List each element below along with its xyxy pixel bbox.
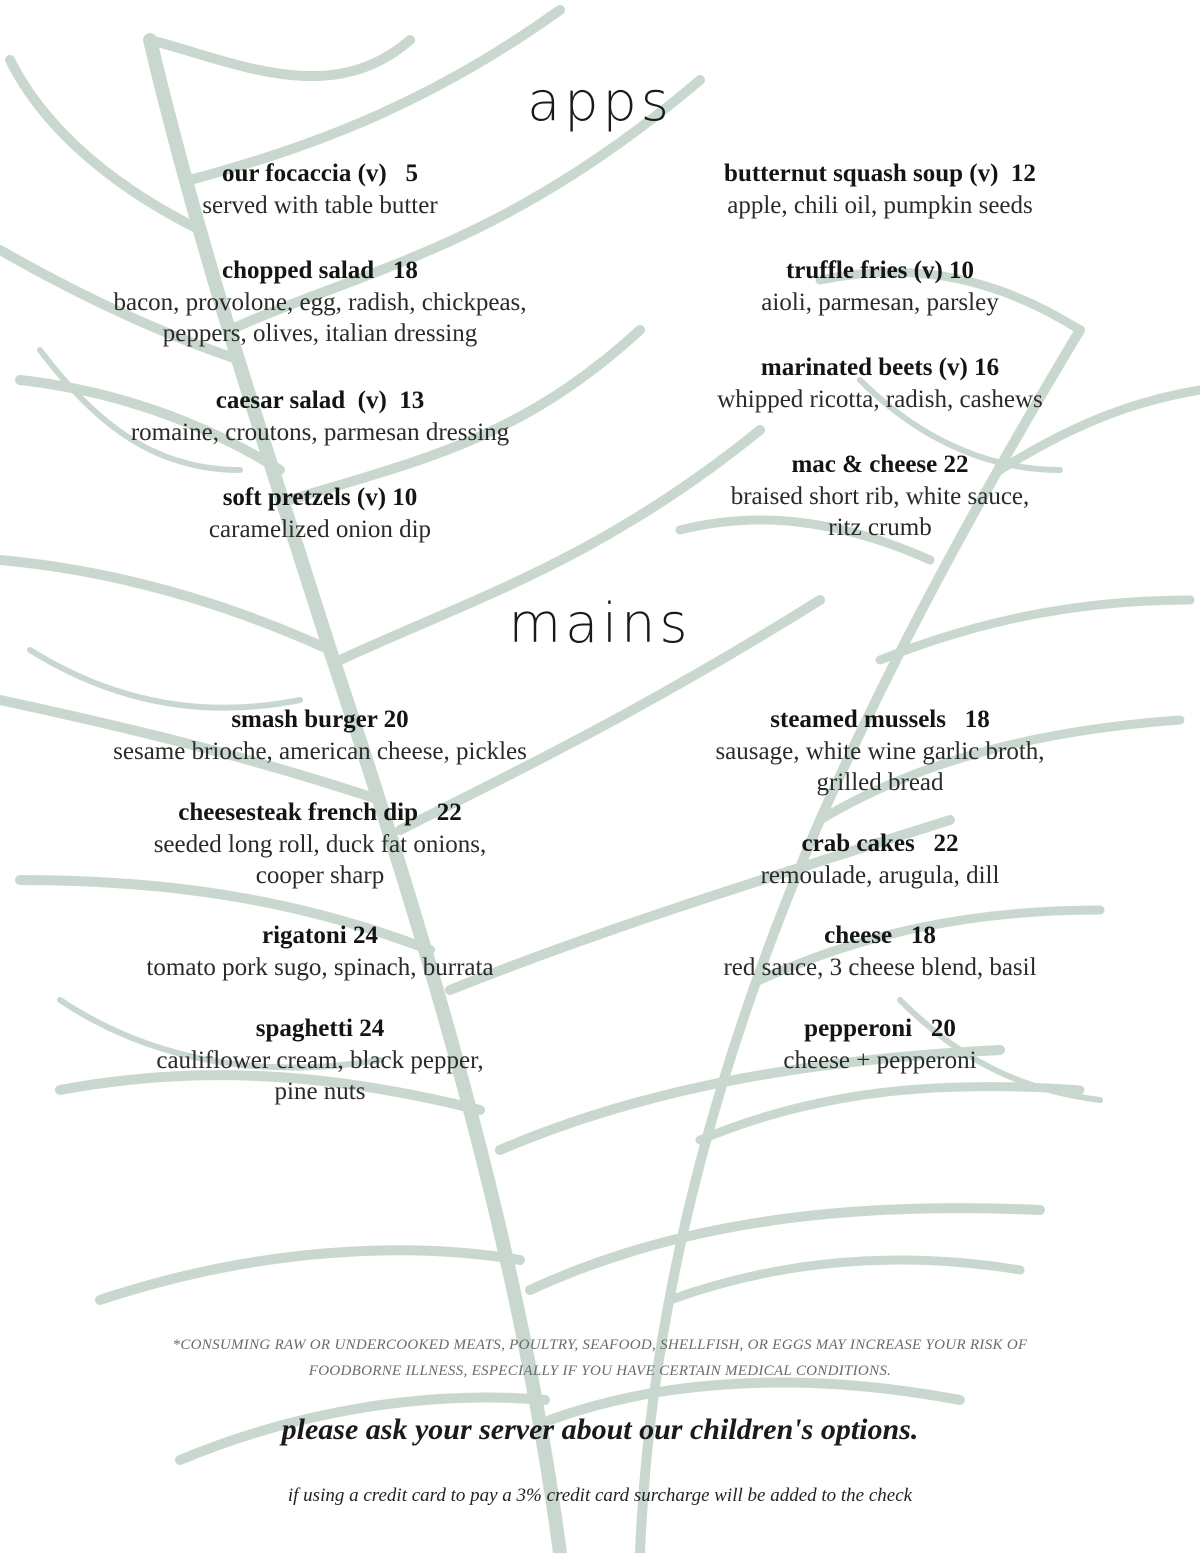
- item-description: bacon, provolone, egg, radish, chickpeas, peppers, olives, italian dressing: [113, 289, 527, 347]
- menu-item: [600, 828, 1160, 891]
- item-name: steamed mussels 18: [770, 706, 990, 733]
- item-name: cheesesteak french dip 22: [178, 799, 462, 826]
- mains-section-title: mains: [508, 592, 692, 655]
- menu-item: [600, 1013, 1160, 1076]
- item-name: chopped salad 18: [222, 257, 418, 284]
- item-description: braised short rib, white sauce, ritz crumb: [730, 483, 1030, 541]
- item-name: caesar salad (v) 13: [215, 387, 425, 414]
- item-description: caramelized onion dip: [208, 516, 432, 543]
- item-name: crab cakes 22: [801, 830, 959, 857]
- menu-item: [600, 158, 1160, 221]
- item-description: cheese + pepperoni: [783, 1047, 977, 1074]
- menu-item: [40, 482, 600, 545]
- food-safety-disclaimer: *CONSUMING RAW OR UNDERCOOKED MEATS, POULTRY, SEAFOOD, SHELLFISH, OR EGGS MAY INCREASE YOUR RISK OF FOODBORNE ILLNESS, ESPECIALLY IF YOU HAVE CERTAIN MEDICAL CONDITIONS.: [172, 1337, 1028, 1379]
- item-description: sausage, white wine garlic broth, grilled bread: [715, 738, 1045, 796]
- menu-item: [40, 920, 600, 983]
- apps-section-title: apps: [527, 70, 673, 133]
- item-description: seeded long roll, duck fat onions, cooper sharp: [153, 831, 487, 889]
- item-name: mac & cheese 22: [791, 451, 969, 478]
- item-description: remoulade, arugula, dill: [760, 862, 1000, 889]
- menu-item: [600, 352, 1160, 415]
- item-description: sesame brioche, american cheese, pickles: [113, 738, 527, 765]
- item-name: truffle fries (v) 10: [785, 257, 975, 284]
- item-name: our focaccia (v) 5: [221, 160, 418, 187]
- item-description: romaine, croutons, parmesan dressing: [130, 419, 510, 446]
- item-name: pepperoni 20: [804, 1015, 956, 1042]
- item-name: spaghetti 24: [255, 1015, 385, 1042]
- children-options-note: please ask your server about our children's options.: [281, 1413, 919, 1446]
- item-name: butternut squash soup (v) 12: [724, 160, 1036, 187]
- item-name: smash burger 20: [231, 706, 409, 733]
- item-description: red sauce, 3 cheese blend, basil: [723, 954, 1037, 981]
- item-description: tomato pork sugo, spinach, burrata: [146, 954, 494, 981]
- menu-item: [40, 1013, 600, 1107]
- item-description: whipped ricotta, radish, cashews: [717, 386, 1043, 413]
- menu-item: [40, 385, 600, 448]
- item-name: marinated beets (v) 16: [760, 354, 1000, 381]
- credit-card-surcharge-note: if using a credit card to pay a 3% credit card surcharge will be added to the check: [287, 1485, 913, 1506]
- item-description: served with table butter: [202, 192, 438, 219]
- item-description: cauliflower cream, black pepper, pine nuts: [156, 1047, 484, 1105]
- menu-item: [600, 255, 1160, 318]
- item-description: aioli, parmesan, parsley: [761, 289, 999, 316]
- menu-item: [40, 704, 600, 767]
- menu-item: [40, 158, 600, 221]
- menu-item: [40, 255, 600, 349]
- menu-item: [600, 920, 1160, 983]
- menu-item: [600, 449, 1160, 543]
- item-name: cheese 18: [824, 922, 936, 949]
- menu-item: [40, 797, 600, 891]
- item-description: apple, chili oil, pumpkin seeds: [727, 192, 1033, 219]
- item-name: soft pretzels (v) 10: [222, 484, 418, 511]
- item-name: rigatoni 24: [262, 922, 378, 949]
- menu-item: [600, 704, 1160, 798]
